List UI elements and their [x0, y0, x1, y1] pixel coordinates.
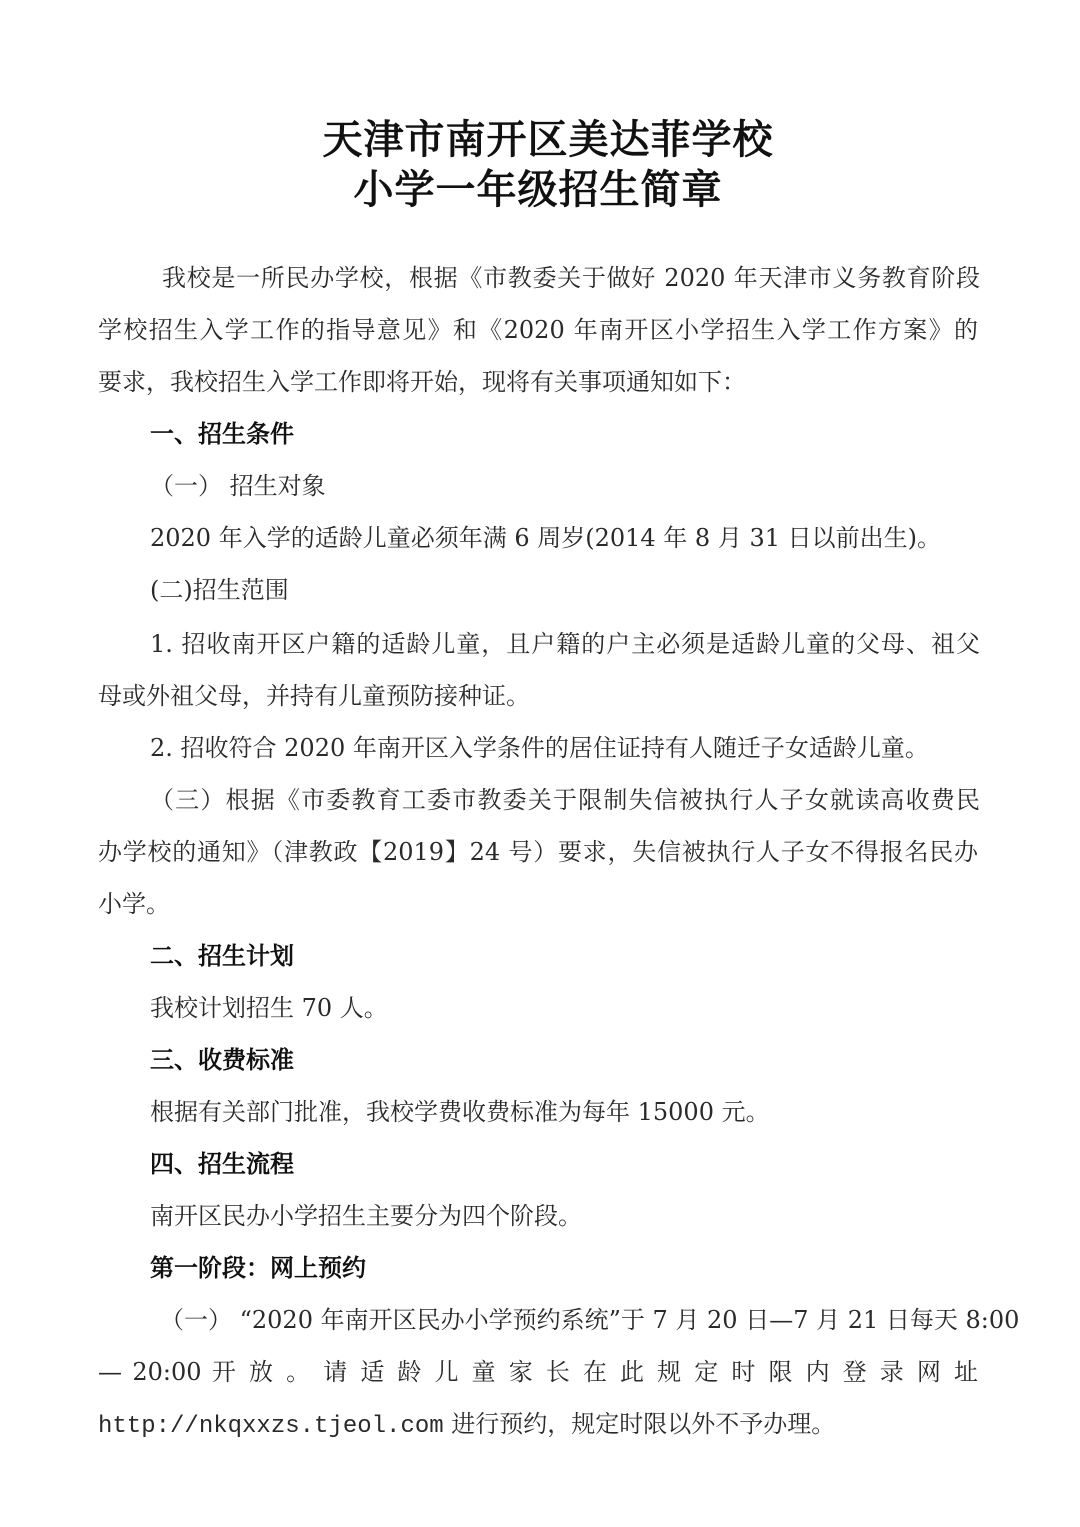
- scope-item-2: 2. 招收符合 2020 年南开区入学条件的居住证持有人随迁子女适龄儿童。: [150, 734, 929, 762]
- intro-paragraph-line-1: 我校是一所民办学校，根据《市教委关于做好 2020 年天津市义务教育阶段: [162, 264, 980, 292]
- document-title-school: 天津市南开区美达菲学校: [322, 117, 774, 163]
- stage-1-line-2: — 20:00 开 放 。 请 适 龄 儿 童 家 长 在 此 规 定 时 限 内 登 录 网 址: [98, 1358, 978, 1386]
- stage-1-line-1: （一） “2020 年南开区民办小学预约系统”于 7 月 20 日—7 月 21 日每天 8:00: [160, 1306, 1020, 1334]
- fee-standard-text: 根据有关部门批准，我校学费收费标准为每年 15000 元。: [150, 1098, 770, 1126]
- subsection-3-line-1: （三）根据《市委教育工委市教委关于限制失信被执行人子女就读高收费民: [150, 786, 980, 814]
- stage-1-line-3-text: 进行预约，规定时限以外不予办理。: [443, 1410, 836, 1438]
- subsection-heading-enrollment-scope: (二)招生范围: [150, 576, 289, 604]
- stage-1-heading: 第一阶段：网上预约: [150, 1254, 366, 1282]
- document-title-subtitle: 小学一年级招生简章: [353, 167, 723, 213]
- section-heading-enrollment-process: 四、招生流程: [150, 1150, 294, 1178]
- subsection-heading-enrollment-target: （一） 招生对象: [150, 472, 326, 500]
- section-heading-fee-standard: 三、收费标准: [150, 1046, 294, 1074]
- enrollment-plan-text: 我校计划招生 70 人。: [150, 994, 388, 1022]
- stage-1-line-3: [98, 1407, 835, 1444]
- enrollment-process-text: 南开区民办小学招生主要分为四个阶段。: [150, 1202, 582, 1230]
- section-heading-enrollment-conditions: 一、招生条件: [150, 420, 294, 448]
- scope-item-1-line-1: 1. 招收南开区户籍的适龄儿童，且户籍的户主必须是适龄儿童的父母、祖父: [150, 630, 980, 658]
- reservation-website-url: http://nkqxxzs.tjeol.com: [98, 1413, 444, 1440]
- subsection-3-line-3: 小学。: [98, 890, 170, 918]
- section-heading-enrollment-plan: 二、招生计划: [150, 942, 294, 970]
- intro-paragraph-line-3: 要求，我校招生入学工作即将开始，现将有关事项通知如下：: [98, 368, 746, 396]
- intro-paragraph-line-2: 学校招生入学工作的指导意见》和《2020 年南开区小学招生入学工作方案》的: [98, 316, 978, 344]
- enrollment-target-text: 2020 年入学的适龄儿童必须年满 6 周岁(2014 年 8 月 31 日以前出生)。: [150, 524, 941, 552]
- subsection-3-line-2: 办学校的通知》（津教政【2019】24 号）要求，失信被执行人子女不得报名民办: [98, 838, 978, 866]
- scope-item-1-line-2: 母或外祖父母，并持有儿童预防接种证。: [98, 682, 530, 710]
